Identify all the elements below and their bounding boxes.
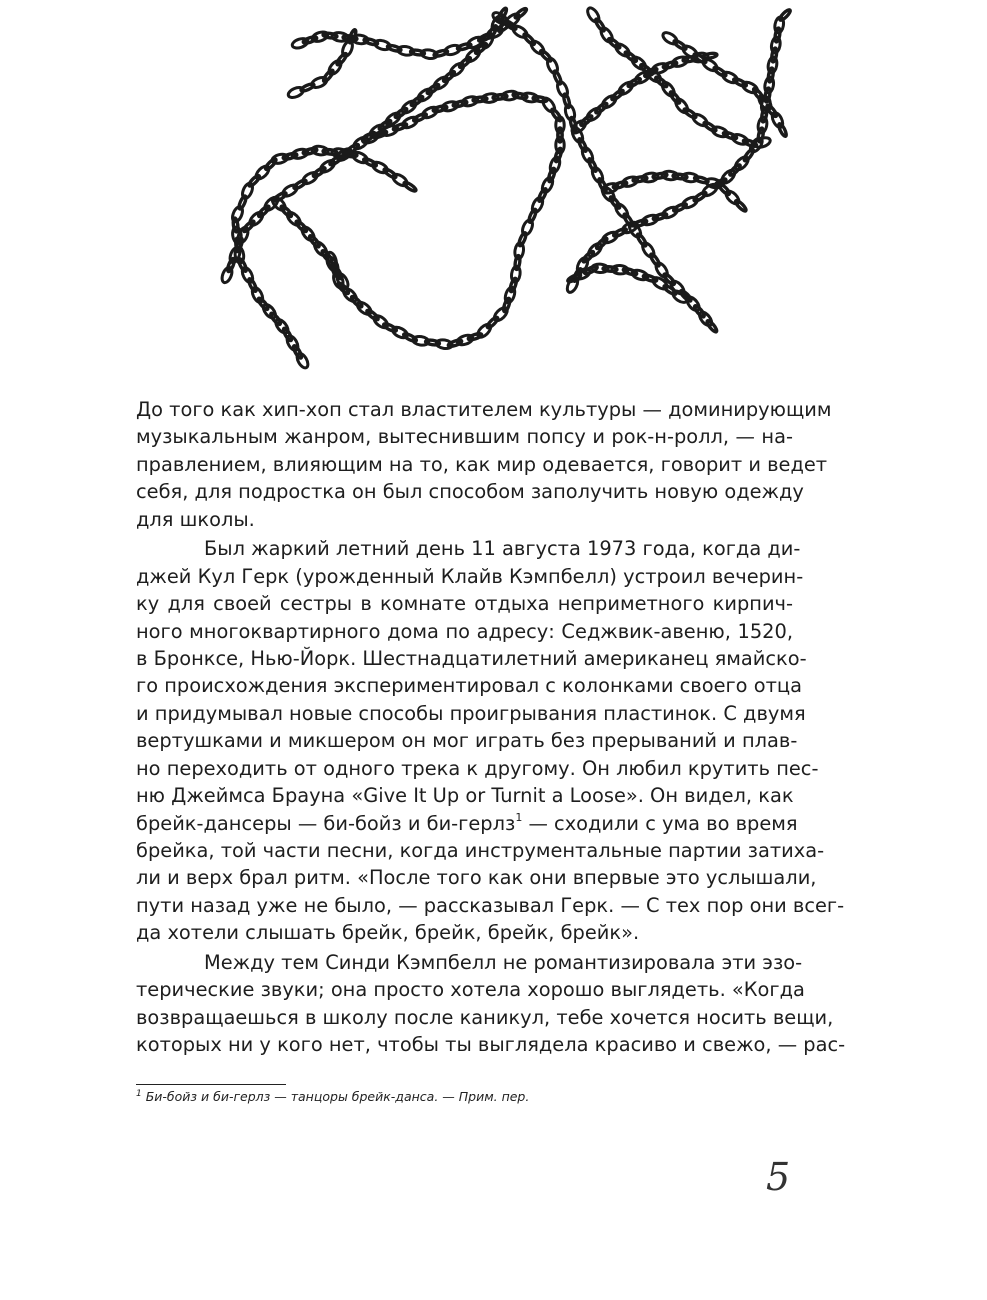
text-line: Между тем Синди Кэмпбелл не романтизировала эти эзо- (204, 950, 803, 974)
text-line: для школы. (136, 507, 255, 531)
chain-link (403, 181, 417, 192)
text-line: ного многоквартирного дома по адресу: Седжвик-авеню, 1520, (136, 619, 793, 643)
chain-link (492, 306, 509, 323)
text-line: пути назад уже не было, — рассказывал Герк. — С тех пор они всег- (136, 893, 845, 917)
chain-link (355, 300, 373, 317)
chain-link (448, 61, 466, 78)
chain-link (718, 183, 731, 196)
chain-link (778, 8, 791, 21)
footnote (136, 1089, 529, 1104)
tangled-chains-illustration (215, 0, 795, 385)
text-line: да хотели слышать брейк, брейк, брейк, брейк». (136, 921, 640, 945)
text-line: брейк-дансеры — би-бойз и би-герлз$^1$ — сходили с ума во время (136, 811, 798, 835)
chain-link (586, 241, 603, 258)
chain-link (529, 39, 546, 56)
chain-link (254, 164, 271, 181)
footnote-rule (136, 1084, 286, 1085)
paragraph-2 (136, 535, 845, 947)
chain-link (724, 189, 741, 206)
text-line: Был жаркий летний день 11 августа 1973 года, когда ди- (204, 537, 801, 561)
text-line: правлением, влияющим на то, как мир одевается, говорит и ведет (136, 452, 828, 476)
footnote-text: Би-бойз и би-герлз — танцоры брейк-данса. — Прим. пер. (145, 1089, 530, 1104)
chain-link (248, 174, 261, 187)
text-line: До того как хип-хоп стал властителем культуры — доминирующим (136, 398, 832, 421)
chain-link (486, 316, 499, 329)
text-line: и придумывал новые способы проигрывания пластинок. С двумя (136, 701, 806, 725)
chain-link (523, 33, 536, 46)
text-line: го происхождения экспериментировал с колонками своего отца (136, 674, 802, 698)
body-text (136, 396, 846, 1059)
chain-link (743, 148, 755, 162)
text-line: брейка, той части песни, когда инструментальные партии затиха- (136, 839, 825, 862)
text-line: музыкальным жанром, вытеснившим попсу и рок-н-ролл, — на- (136, 425, 793, 449)
page-number: 5 (766, 1155, 791, 1199)
chain-link (734, 199, 747, 212)
text-line: вертушками и микшером он мог играть без прерываний и плав- (136, 729, 798, 753)
chain-link (514, 7, 528, 19)
text-line: возвращаешься в школу после каникул, тебе хочется носить вещи, (136, 1005, 834, 1029)
footnote-marker: 1 (136, 1088, 142, 1099)
paragraph-3 (136, 949, 846, 1059)
chain-link (341, 286, 358, 303)
footnote-ref: 1 (515, 811, 523, 825)
chain-link (248, 210, 265, 227)
text-line: ню Джеймса Брауна «Give It Up or Turnit a Loose». Он видел, как (136, 784, 794, 808)
text-line: джей Кул Герк (урожденный Клайв Кэмпбелл) устроил вечерин- (136, 564, 804, 588)
text-line: но переходить от одного трека к другому. Он любил крутить пес- (136, 756, 819, 780)
text-line: ку для своей сестры в комнате отдыха неприметного кирпич- (136, 592, 793, 616)
chain-link (285, 210, 302, 227)
chain-link (706, 320, 718, 334)
text-line: терические звуки; она просто хотела хорошо выглядеть. «Когда (136, 978, 805, 1002)
paragraph-1 (136, 396, 832, 533)
chain-link (558, 128, 562, 142)
text-line: которых ни у кого нет, чтобы ты выглядела красиво и свежо, — рас- (136, 1033, 846, 1057)
chain-link (539, 49, 552, 62)
chain-link (777, 123, 787, 137)
text-line: в Бронксе, Нью-Йорк. Шестнадцатилетний американец ямайско- (136, 646, 807, 670)
text-line: себя, для подростка он был способом заполучить новую одежду (136, 480, 804, 504)
text-line: ли и верх брал ритм. «После того как они впервые это услышали, (136, 866, 817, 890)
